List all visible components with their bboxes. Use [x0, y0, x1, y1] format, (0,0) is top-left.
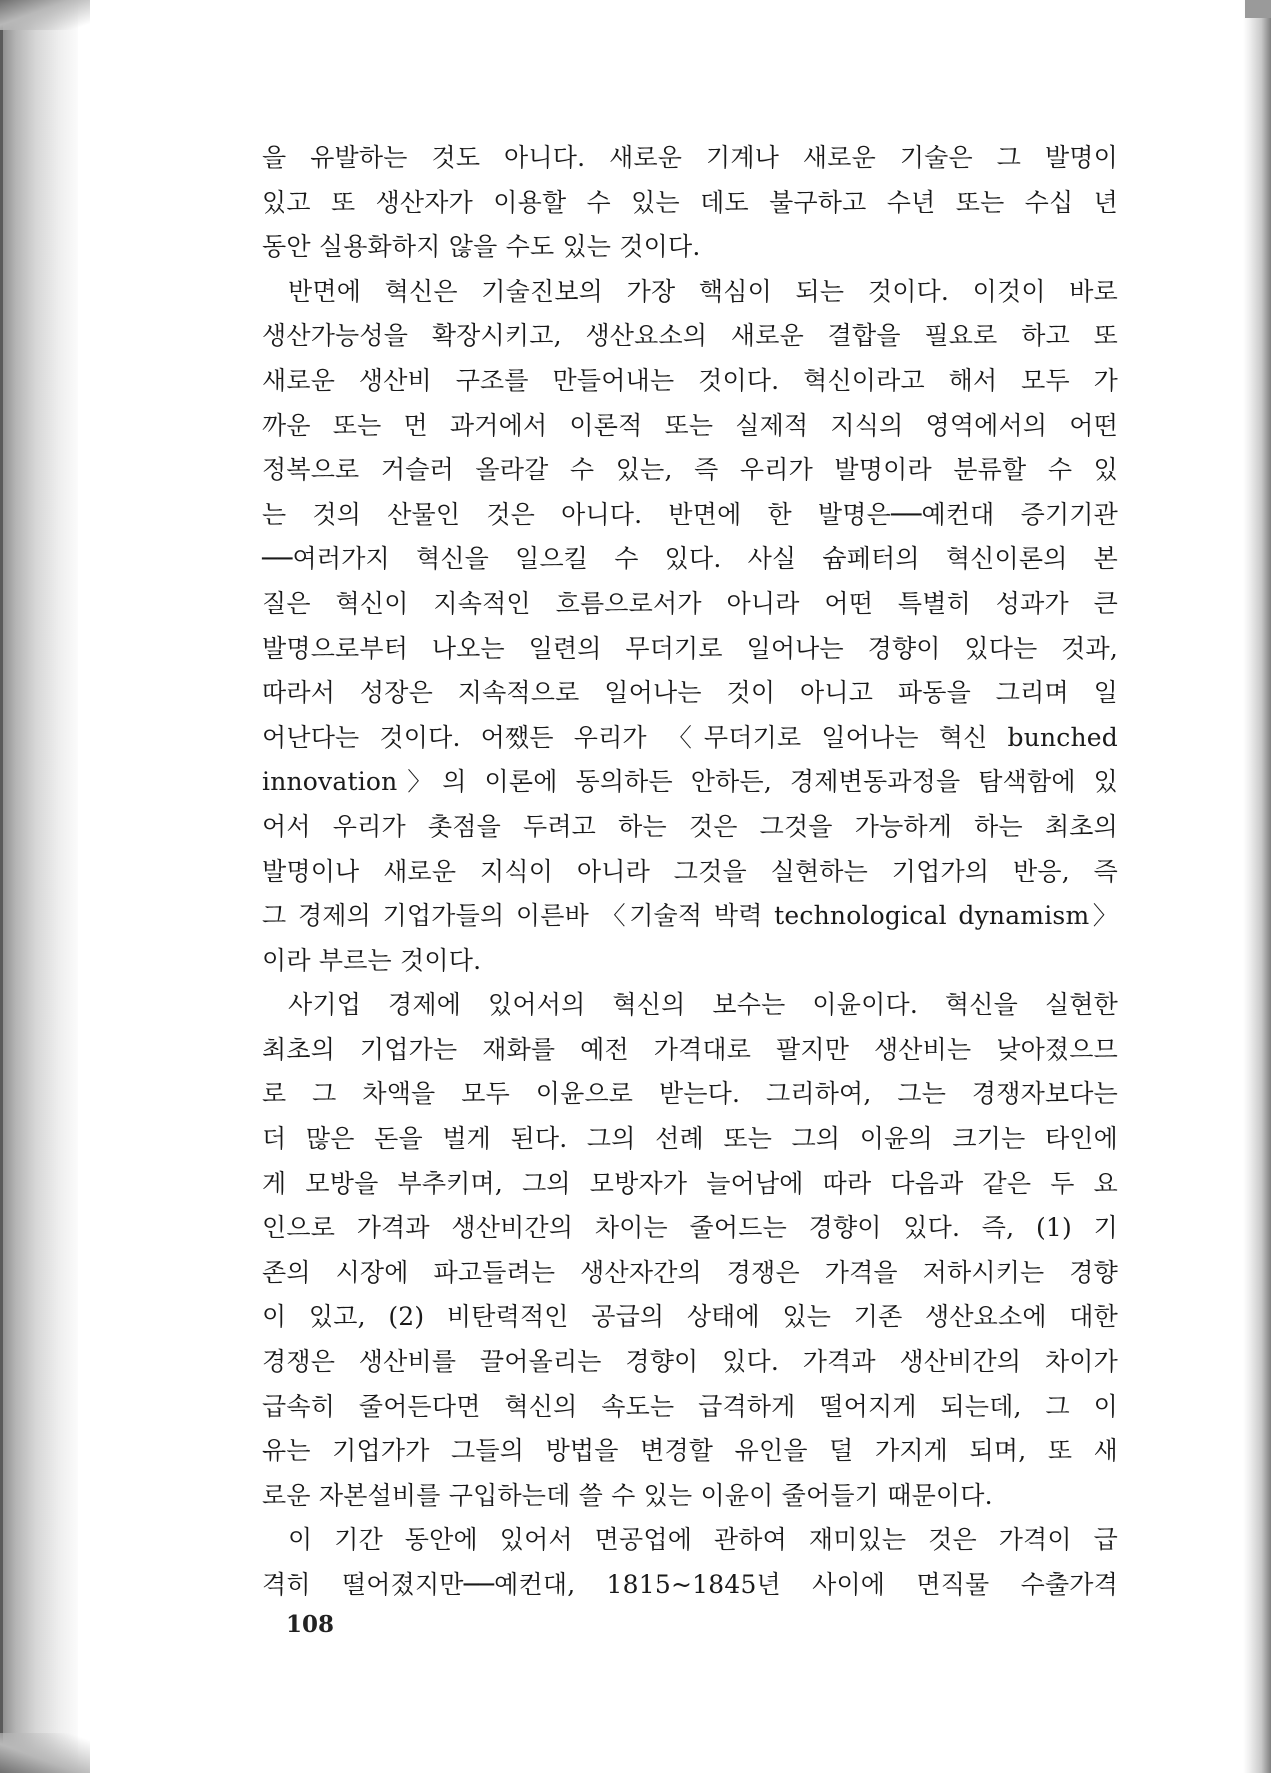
text-line: 이 있고, (2) 비탄력적인 공급의 상태에 있는 기존 생산요소에 대한	[262, 1302, 1118, 1332]
text-line: 그 경제의 기업가들의 이른바 〈기술적 박력 technological dynamism〉	[262, 901, 1118, 931]
text-line: 질은 혁신이 지속적인 흐름으로서가 아니라 어떤 특별히 성과가 큰	[262, 588, 1118, 618]
book-edge-right-shadow	[1243, 0, 1271, 1773]
text-line: 이라 부르는 것이다.	[262, 945, 482, 975]
text-line: 유는 기업가가 그들의 방법을 변경할 유인을 덜 가지게 되며, 또 새	[262, 1436, 1118, 1466]
book-spine-shadow	[2, 0, 78, 1773]
text-line: 더 많은 돈을 벌게 된다. 그의 선례 또는 그의 이윤의 크기는 타인에	[262, 1124, 1118, 1154]
book-corner-bottom-left	[0, 1733, 90, 1773]
text-line: 반면에 혁신은 기술진보의 가장 핵심이 되는 것이다. 이것이 바로	[288, 276, 1118, 306]
text-line: 발명이나 새로운 지식이 아니라 그것을 실현하는 기업가의 반응, 즉	[262, 856, 1118, 886]
body-text	[262, 136, 1118, 1608]
text-line: 최초의 기업가는 재화를 예전 가격대로 팔지만 생산비는 낮아졌으므	[262, 1034, 1118, 1064]
book-edge-line	[0, 0, 3, 1773]
text-line: 생산가능성을 확장시키고, 생산요소의 새로운 결합을 필요로 하고 또	[262, 321, 1118, 351]
text-line: 는 것의 산물인 것은 아니다. 반면에 한 발명은──예컨대 증기기관	[262, 499, 1118, 529]
text-line: 어서 우리가 촛점을 두려고 하는 것은 그것을 가능하게 하는 최초의	[262, 811, 1118, 841]
text-line: 까운 또는 먼 과거에서 이론적 또는 실제적 지식의 영역에서의 어떤	[262, 410, 1118, 440]
text-line: 로운 자본설비를 구입하는데 쓸 수 있는 이윤이 줄어들기 때문이다.	[262, 1480, 993, 1510]
text-line: 을 유발하는 것도 아니다. 새로운 기계나 새로운 기술은 그 발명이	[262, 143, 1118, 172]
book-corner-top-left	[0, 0, 90, 30]
book-corner-top-right	[1245, 0, 1271, 18]
text-line: 정복으로 거슬러 올라갈 수 있는, 즉 우리가 발명이라 분류할 수 있	[262, 455, 1118, 485]
text-line: 급속히 줄어든다면 혁신의 속도는 급격하게 떨어지게 되는데, 그 이	[262, 1391, 1118, 1421]
text-line: 따라서 성장은 지속적으로 일어나는 것이 아니고 파동을 그리며 일	[262, 678, 1118, 708]
text-line: 존의 시장에 파고들려는 생산자간의 경쟁은 가격을 저하시키는 경향	[262, 1257, 1118, 1287]
text-line: 경쟁은 생산비를 끌어올리는 경향이 있다. 가격과 생산비간의 차이가	[262, 1347, 1118, 1377]
text-line: 인으로 가격과 생산비간의 차이는 줄어드는 경향이 있다. 즉, (1) 기	[262, 1213, 1118, 1243]
text-line: 로 그 차액을 모두 이윤으로 받는다. 그리하여, 그는 경쟁자보다는	[262, 1079, 1118, 1109]
text-line: 동안 실용화하지 않을 수도 있는 것이다.	[262, 232, 701, 262]
text-line: ──여러가지 혁신을 일으킬 수 있다. 사실 슘페터의 혁신이론의 본	[262, 544, 1118, 574]
text-line: 새로운 생산비 구조를 만들어내는 것이다. 혁신이라고 해서 모두 가	[262, 365, 1118, 395]
text-line: innovation〉의 이론에 동의하든 안하든, 경제변동과정을 탐색함에 있	[262, 767, 1118, 797]
text-line: 사기업 경제에 있어서의 혁신의 보수는 이윤이다. 혁신을 실현한	[288, 990, 1118, 1020]
text-line: 있고 또 생산자가 이용할 수 있는 데도 불구하고 수년 또는 수십 년	[262, 187, 1118, 217]
text-line: 어난다는 것이다. 어쨌든 우리가 〈무더기로 일어나는 혁신 bunched	[262, 722, 1118, 752]
page-number: 108	[286, 1611, 335, 1638]
text-line: 격히 떨어졌지만──예컨대, 1815~1845년 사이에 면직물 수출가격	[262, 1570, 1118, 1599]
text-line: 이 기간 동안에 있어서 면공업에 관하여 재미있는 것은 가격이 급	[288, 1525, 1118, 1555]
text-line: 게 모방을 부추키며, 그의 모방자가 늘어남에 따라 다음과 같은 두 요	[262, 1168, 1118, 1198]
text-line: 발명으로부터 나오는 일련의 무더기로 일어나는 경향이 있다는 것과,	[262, 633, 1118, 663]
